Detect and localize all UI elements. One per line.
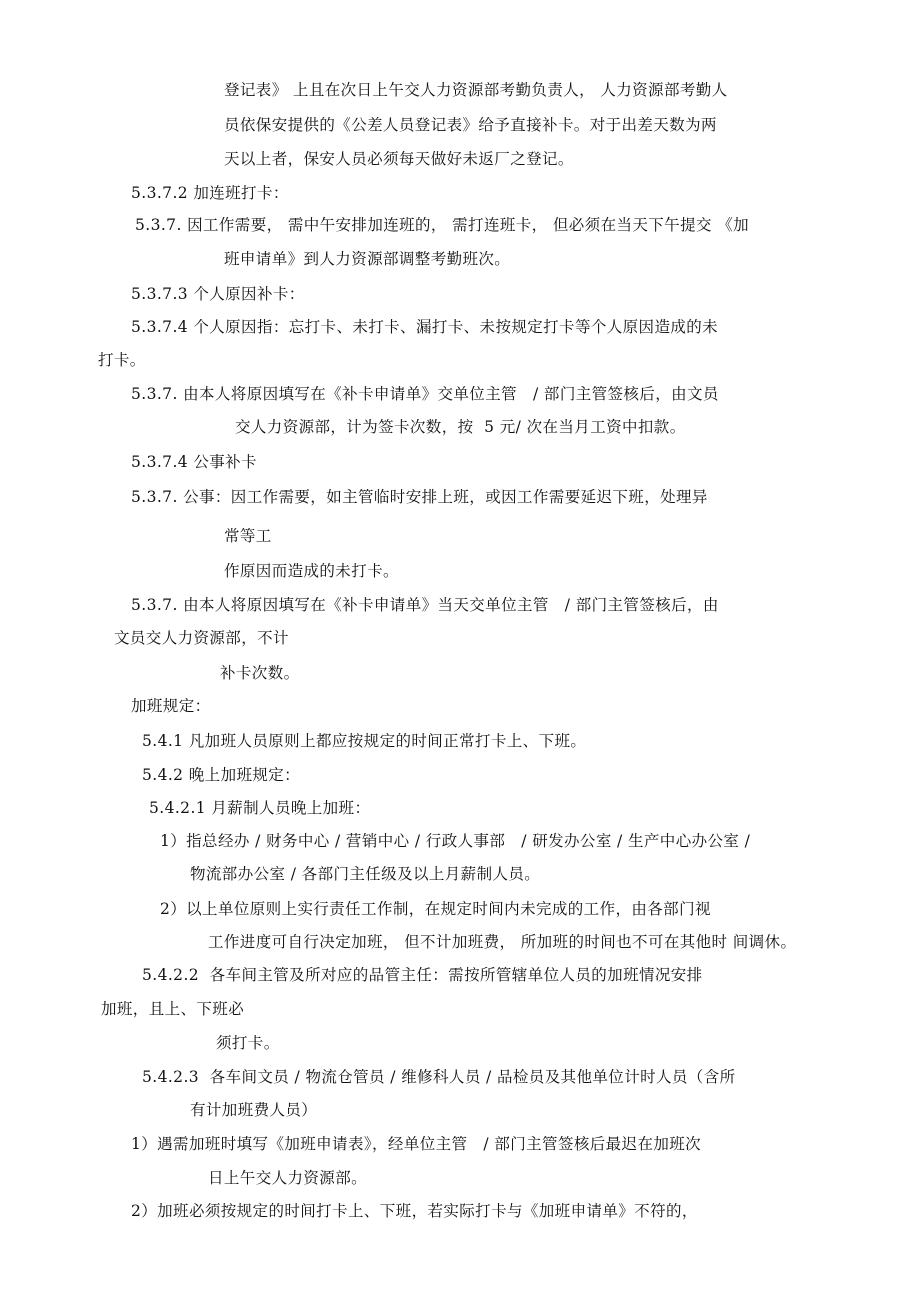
text-line: 文员交人力资源部，不计 — [114, 629, 289, 647]
text-line: 打卡。 — [98, 351, 146, 369]
text-line: 5.4.2.3 各车间文员 / 物流仓管员 / 维修科人员 / 品检员及其他单位计时人员（含所 — [142, 1068, 736, 1086]
text-line: 作原因而造成的未打卡。 — [224, 562, 399, 580]
text-line: 班申请单》到人力资源部调整考勤班次。 — [224, 250, 511, 268]
text-line: 登记表》 上且在次日上午交人力资源部考勤负责人， 人力资源部考勤人 — [224, 81, 728, 99]
text-line: 工作进度可自行决定加班， 但不计加班费， 所加班的时间也不可在其他时 间调休。 — [208, 933, 797, 951]
text-line: 补卡次数。 — [220, 664, 300, 682]
text-line: 员依保安提供的《公差人员登记表》给予直接补卡。对于出差天数为两 — [224, 116, 717, 134]
text-line: 有计加班费人员） — [190, 1101, 318, 1119]
text-line: 5.4.1 凡加班人员原则上都应按规定的时间正常打卡上、下班。 — [142, 732, 587, 750]
section-heading: 5.3.7.2 加连班打卡： — [131, 184, 289, 202]
section-heading: 5.4.2.1 月薪制人员晚上加班： — [149, 799, 371, 817]
text-line: 须打卡。 — [216, 1034, 280, 1052]
text-line: 5.3.7. 由本人将原因填写在《补卡申请单》当天交单位主管 / 部门主管签核后，由 — [131, 596, 719, 614]
list-item: 2）以上单位原则上实行责任工作制，在规定时间内未完成的工作，由各部门视 — [160, 900, 711, 918]
text-line: 物流部办公室 / 各部门主任级及以上月薪制人员。 — [190, 865, 541, 883]
list-item: 1）指总经办 / 财务中心 / 营销中心 / 行政人事部 / 研发办公室 / 生产中心办公室 / — [160, 832, 751, 850]
list-item: 1）遇需加班时填写《加班申请表》，经单位主管 / 部门主管签核后最迟在加班次 — [131, 1135, 702, 1153]
text-line: 交人力资源部，计为签卡次数，按 5 元/ 次在当月工资中扣款。 — [235, 418, 686, 436]
section-heading: 加班规定： — [131, 697, 211, 715]
list-item: 2）加班必须按规定的时间打卡上、下班，若实际打卡与《加班申请单》不符的， — [131, 1202, 698, 1220]
text-line: 天以上者，保安人员必须每天做好未返厂之登记。 — [224, 150, 574, 168]
section-heading: 5.4.2 晚上加班规定： — [142, 766, 301, 784]
text-line: 常等工 — [224, 527, 272, 545]
text-line: 5.4.2.2 各车间主管及所对应的品管主任：需按所管辖单位人员的加班情况安排 — [142, 966, 703, 984]
text-line: 5.3.7. 公事：因工作需要，如主管临时安排上班，或因工作需要延迟下班，处理异 — [131, 488, 708, 506]
text-line: 日上午交人力资源部。 — [208, 1169, 368, 1187]
text-line: 5.3.7. 由本人将原因填写在《补卡申请单》交单位主管 / 部门主管签核后，由文员 — [131, 385, 719, 403]
section-heading: 5.3.7.3 个人原因补卡： — [131, 285, 305, 303]
section-heading: 5.3.7.4 公事补卡 — [131, 453, 257, 471]
text-line: 5.3.7. 因工作需要， 需中午安排加连班的， 需打连班卡， 但必须在当天下午提交 《加 — [135, 216, 750, 234]
text-line: 5.3.7.4 个人原因指：忘打卡、未打卡、漏打卡、未按规定打卡等个人原因造成的未 — [131, 318, 719, 336]
text-line: 加班，且上、下班必 — [101, 1000, 245, 1018]
